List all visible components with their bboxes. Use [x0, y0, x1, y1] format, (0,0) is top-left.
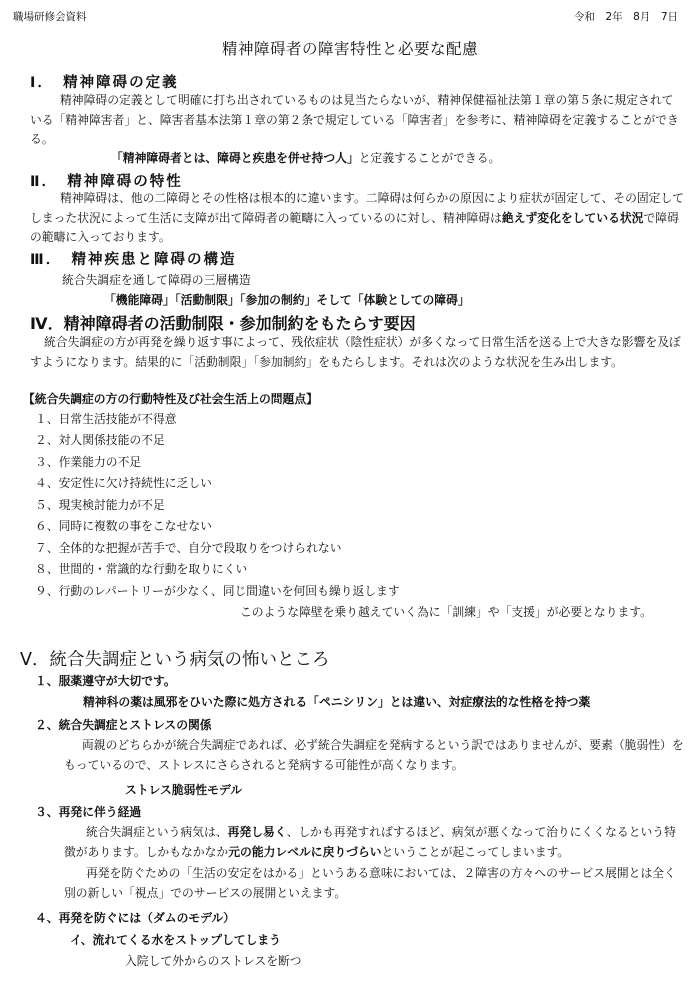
- list-item: ５、現実検討能力が不足: [35, 498, 165, 512]
- section-1-heading: Ⅰ． 精神障碍の定義: [30, 75, 179, 91]
- point-3-emphasis-1: 再発し易く: [227, 825, 287, 839]
- list-item: ８、世間的・常識的な行動を取りにくい: [35, 562, 248, 576]
- point-1-title: １、服薬遵守が大切です。: [35, 674, 176, 688]
- section-2-heading: Ⅱ． 精神障碍の特性: [30, 174, 183, 190]
- section-2-paragraph: [30, 189, 685, 248]
- point-2-title: ２、統合失調症とストレスの関係: [35, 718, 212, 732]
- point-4-subtext: 入院して外からのストレスを断つ: [125, 954, 302, 968]
- point-4-title: ４、再発を防ぐには（ダムのモデル）: [35, 911, 235, 925]
- list-item: ９、行動のレパートリーが少なく、同じ間違いを何回も繰り返します: [35, 584, 400, 598]
- header-label: 職場研修会資料: [13, 11, 87, 23]
- list-item: １、日常生活技能が不得意: [35, 412, 177, 426]
- section-5-heading: Ⅴ．統合失調症という病気の怖いところ: [20, 650, 330, 670]
- section-2-text-b: で障碍の範疇に入っております。: [30, 210, 679, 244]
- section-2-emphasis: 絶えず変化をしている状況: [501, 210, 644, 225]
- section-2-text-a: 精神障碍は、他の二障碍とその性格は根本的に違います。二障碍は何らかの原因により症状が固定して、その固定してしまった状況によって生活に支障が出て障碍者の範疇に入っているのに対し、精神障碍は: [30, 191, 685, 225]
- section-1-emphasis-line: [111, 149, 500, 166]
- list-item: ２、対人関係技能の不足: [35, 433, 165, 447]
- point-3-text-a: 統合失調症という病気は、: [86, 825, 228, 839]
- point-3-text: [64, 823, 686, 862]
- section-3-heading: Ⅲ． 精神疾患と障碍の構造: [30, 252, 237, 268]
- section-4-heading: Ⅳ．精神障碍者の活動制限・参加制約をもたらす要因: [30, 314, 416, 333]
- point-4-subtitle: イ、流れてくる水をストップしてしまう: [70, 933, 281, 947]
- list-item: ４、安定性に欠け持続性に乏しい: [35, 476, 212, 490]
- header-date: 令和 2年 8月 7日: [573, 11, 678, 23]
- list-item: ３、作業能力の不足: [35, 455, 142, 469]
- list-item: ６、同時に複数の事をこなせない: [35, 519, 212, 533]
- section-3-line-1: 統合失調症を通して障碍の三層構造: [62, 273, 251, 287]
- page-title: 精神障碍者の障害特性と必要な配慮: [221, 40, 478, 58]
- point-3-text-c: 、しかも再発すればするほど、病気が悪くなって治りにくくなるという特徴があります。しかもなかなか: [64, 825, 676, 859]
- point-2-text: 両親のどちらかが統合失調症であれば、必ず統合失調症を発病するという訳ではありませんが、要素（脆弱性）をもっているので、ストレスにさらされると発病する可能性が高くなります。: [64, 738, 684, 772]
- point-1-text: 精神科の薬は風邪をひいた際に処方される「ペニシリン」とは違い、対症療法的な性格を持つ薬: [83, 695, 591, 709]
- section-4-paragraph: 統合失調症の方が再発を繰り返す事によって、残依症状（陰性症状）が多くなって日常生活を送る上で大きな影響を及ぼすようになります。結果的に「活動制限」「参加制約」をもたらします。それは次のような状況を生み出します。: [30, 335, 681, 369]
- definition-tail: と定義することができる。: [358, 151, 501, 165]
- point-3-text-2: 再発を防ぐための「生活の安定をはかる」というある意味においては、２障害の方々へのサービス展開とは全く別の新しい「視点」でのサービスの展開といえます。: [64, 866, 676, 900]
- section-1-paragraph: 精神障碍の定義として明確に打ち出されているものは見当たらないが、精神保健福祉法第１章の第５条に規定されている「精神障害者」と、障害者基本法第１章の第２条で規定している「障害者」を参考に、精神障碍を定義することができる。: [30, 93, 679, 146]
- point-3-title: ３、再発に伴う経過: [35, 805, 142, 819]
- section-4-conclusion: このような障壁を乗り越えていく為に「訓練」や「支援」が必要となります。: [240, 605, 652, 619]
- point-3-emphasis-2: 元の能力レベルに戻りづらい: [228, 844, 382, 859]
- section-4-list-title: 【統合失調症の方の行動特性及び社会生活上の問題点】: [23, 392, 318, 406]
- point-3-text-e: ということが起こってしまいます。: [381, 844, 570, 859]
- list-item: ７、全体的な把握が苦手で、自分で段取りをつけられない: [35, 541, 342, 555]
- section-3-line-2: 「機能障碍」「活動制限」「参加の制約」そして「体験としての障碍」: [104, 293, 470, 307]
- point-2-model: ストレス脆弱性モデル: [125, 783, 243, 797]
- definition-emphasis: 「精神障碍者とは、障碍と疾患を併せ持つ人」: [111, 151, 359, 165]
